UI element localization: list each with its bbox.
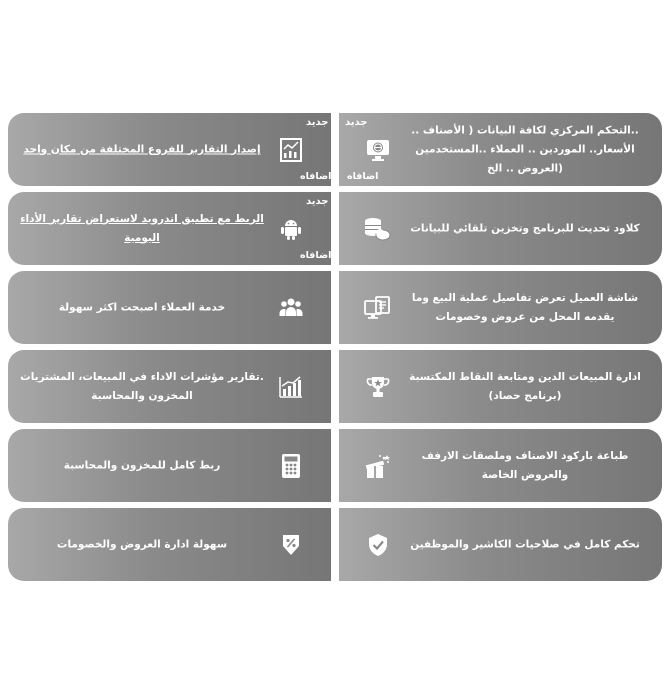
feature-card-central-control — [339, 113, 662, 186]
feature-card-cloud — [339, 192, 662, 265]
feature-card-android[interactable] — [8, 192, 331, 265]
features-row — [8, 508, 662, 581]
feature-text: تحكم كامل في صلاحيات الكاشير والموظفين — [410, 538, 640, 550]
discount-tag-icon — [278, 532, 304, 558]
customer-screen-icon — [365, 295, 391, 321]
features-row — [8, 429, 662, 502]
features-row — [8, 271, 662, 344]
feature-text: ادارة المبيعات الدين ومتابعة النقاط المكتسبة (برنامج حصاد) — [409, 370, 641, 402]
add-label: اضافاه — [300, 250, 332, 261]
feature-text: كلاود تحديث للبرنامج وتخزين تلقائي للبيانات — [410, 222, 640, 234]
features-row — [8, 350, 662, 423]
report-chart-icon — [278, 137, 304, 163]
feature-card-branch-reports[interactable] — [8, 113, 331, 186]
feature-text: ربط كامل للمخزون والمحاسبة — [63, 459, 221, 471]
gift-box-icon — [365, 453, 391, 479]
feature-text: سهولة ادارة العروض والخصومات — [56, 538, 228, 550]
feature-card-loyalty — [339, 350, 662, 423]
new-badge: جديد — [306, 117, 329, 128]
features-grid — [8, 113, 662, 587]
feature-card-customer-service — [8, 271, 331, 344]
feature-card-barcode — [339, 429, 662, 502]
trophy-icon — [365, 374, 391, 400]
android-icon — [278, 216, 304, 242]
feature-text: .تقارير مؤشرات الاداء في المبيعات، المشتريات المخزون والمحاسبة — [20, 370, 264, 402]
cloud-database-icon — [365, 216, 391, 242]
feature-text: طباعة باركود الاصناف وملصقات الارفف والعروض الخاصة — [421, 449, 629, 481]
feature-text: خدمة العملاء اصبحت اكثر سهولة — [58, 301, 226, 313]
calculator-icon — [278, 453, 304, 479]
add-label: اضافاه — [300, 171, 332, 182]
feature-link[interactable]: إصدار التقارير للفروع المختلفة من مكان واحد — [23, 143, 261, 155]
new-badge: جديد — [306, 196, 329, 207]
feature-card-kpi-reports — [8, 350, 331, 423]
shield-check-icon — [365, 532, 391, 558]
features-row — [8, 192, 662, 265]
feature-card-customer-screen — [339, 271, 662, 344]
feature-card-permissions — [339, 508, 662, 581]
feature-card-inventory — [8, 429, 331, 502]
feature-card-offers — [8, 508, 331, 581]
bar-chart-icon — [278, 374, 304, 400]
globe-monitor-icon — [365, 137, 391, 163]
new-badge: جديد — [345, 117, 368, 128]
feature-link[interactable]: الربط مع تطبيق اندرويد لاستعراض تقارير الأداء اليومية — [20, 212, 264, 244]
add-label: اضافاه — [347, 171, 379, 182]
users-group-icon — [278, 295, 304, 321]
feature-text: ..التحكم المركزي لكافة البيانات ( الأصناف .. الأسعار.. الموردين .. العملاء ..المستخدمين (العروض .. الخ — [411, 124, 639, 174]
features-row — [8, 113, 662, 186]
feature-text: شاشة العميل تعرض تفاصيل عملية البيع وما يقدمه المحل من عروض وخصومات — [411, 291, 639, 323]
